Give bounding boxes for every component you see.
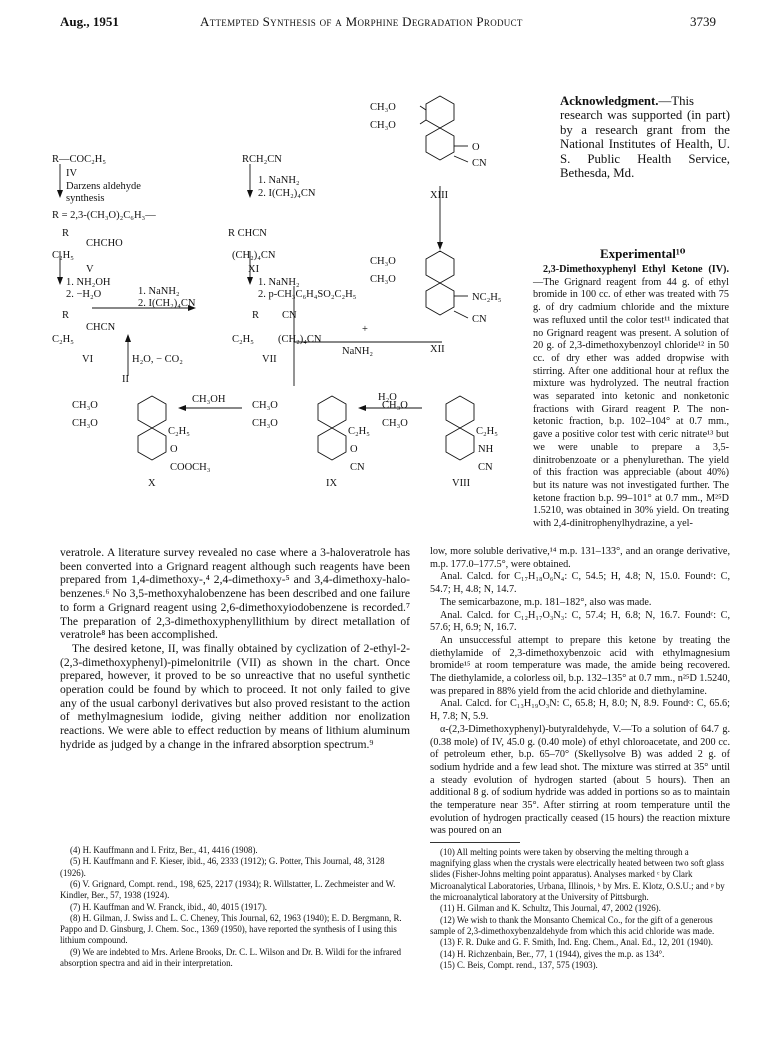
scheme-text: CN (282, 310, 297, 321)
footnote: (13) F. R. Duke and G. F. Smith, Ind. Eng. Chem., Anal. Ed., 12, 201 (1940). (440, 937, 713, 948)
scheme-text: CH₃O (370, 102, 396, 113)
scheme-text: CN (478, 462, 493, 473)
scheme-text: O (472, 142, 480, 153)
scheme-text: X (148, 478, 156, 489)
scheme-text: R (62, 310, 70, 321)
right-p6: α-(2,3-Dimethoxyphenyl)-butyraldehyde, V.—To a solution of 64.7 g. (0.38 mole) of IV, 45.0 g. (0.40 mole) of ethyl chloroacetate, and 200 cc. of petroleum ether, b.p. 65–70° (Skellysolve B) was added 2 g. of sodium hydride and a few lead shot. The mixture was stirred at 35° until a steady evolution of hydrogen started (about 5 hours). Then an additional 8 g. of sodium hydride was added in portions so as to maintain the temperature near 35°. After stirring at room temperature until the evolution of hydrogen practically ceased (15 hours) the reaction mixture was poured on an (430, 723, 730, 837)
scheme-text: CH₃O (72, 400, 98, 411)
scheme-text: NH (478, 444, 494, 455)
scheme-text: V (86, 264, 94, 275)
right-column (430, 546, 730, 838)
scheme-text: H₂O (378, 392, 397, 403)
footnote: (8) H. Gilman, J. Swiss and L. C. Cheney, This Journal, 62, 1963 (1940); E. D. Bergmann, R. Pappo and D. Ginsburg, J. Chem. Soc., 1369 (1950), have reported the synthesis of I using this lithium compound. (60, 912, 402, 946)
scheme-text: NaNH₂ (342, 346, 374, 357)
footnote: (4) H. Kauffmann and I. Fritz, Ber., 41, 4416 (1908). (70, 845, 258, 855)
label-IV-formula: R—COC₂H₅ (52, 154, 106, 165)
right-p3: Anal. Calcd. for C₁₂H₁₇O₃N₃: C, 57.4; H, 6.8; N, 16.7. Foundᶜ: C, 57.6; H, 6.9; N, 16.7. (430, 609, 730, 634)
scheme-text: CH₃O (252, 400, 278, 411)
scheme-text: H₂O, − CO₂ (132, 354, 183, 365)
scheme-text: VI (82, 354, 94, 365)
scheme-text: (CH₂)₄CN (278, 334, 322, 345)
footnotes-left (60, 845, 410, 969)
scheme-text: 2. −H₂O (66, 289, 102, 300)
scheme-text: 1. NH₂OH (66, 277, 111, 288)
scheme-text: CH₃O (252, 418, 278, 429)
scheme-text: XIII (430, 190, 449, 201)
exp-subhead: 2,3-Dimethoxyphenyl Ethyl Ketone (IV). (543, 264, 729, 275)
left-column (60, 546, 410, 752)
exp-p1: —The Grignard reagent from 44 g. of ethyl bromide in 100 cc. of ether was treated with 75 g. of dry cadmium chloride and the mixture was refluxed until the color test¹¹ indicated that no Grignard reagent was present. A solution of 20 g. of 2,3-dimethoxybenzoyl chloride¹² in 50 cc. of dry ether was added dropwise with stirring. After one additional hour at reflux the mixture was hydrolyzed. The neutral fraction was separated into ketonic and nonketonic fractions with Girard reagent P. The non-ketonic fraction, b.p. 102–104° at 0.7 mm., gave a positive color test with ceric nitrate¹³ but we were unable to prepare a 3,5-dinitrobenzoate or a phenylurethan. The yield of this fraction was appreciable (about 40%) but its nature was not investigated further. The ketone fraction b.p. 99–101° at 0.7 mm., M²⁵D 1.5210, was obtained in 30% yield. On treating with 2,4-dinitrophenylhydrazine, a yel- (533, 276, 729, 530)
scheme-text: NC₂H₅ (472, 292, 502, 303)
footnote: (5) H. Kauffmann and F. Kieser, ibid., 46, 2333 (1912); G. Potter, This Journal, 48, 3128 (1926). (60, 856, 385, 878)
scheme-text: R (252, 310, 260, 321)
scheme-text: CN (350, 462, 365, 473)
scheme-text: 2. p-CH₃C₆H₄SO₂C₂H₅ (258, 289, 357, 300)
scheme-text: 1. NaNH₂ (258, 277, 300, 288)
footnote: (15) C. Beis, Compt. rend., 137, 575 (1903). (440, 959, 598, 970)
scheme-text: R (62, 228, 70, 239)
scheme-text: XI (248, 264, 260, 275)
scheme-text: CH₃O (72, 418, 98, 429)
scheme-text: (CH₂)₄CN (232, 250, 276, 261)
scheme-text: 1. NaNH₂ (258, 175, 300, 186)
footnote: (10) All melting points were taken by observing the melting through a magnifying glass when the crystals were electrically heated between two soft glass slides (Fisher-Johns melting point apparatus). Analyses marked ᶜ by Clark Microanalytical Laboratories, Urbana, Illinois, ᵏ by Mrs. E. Klotz, O.S.U.; and ᵖ by the microanalytical laboratory at the University of Pittsburgh. (430, 847, 725, 902)
right-p0: low, more soluble derivative,¹⁴ m.p. 131–133°, and an orange derivative, m.p. 177.0–177.5°, were obtained. (430, 546, 730, 570)
scheme-text: synthesis (66, 193, 105, 204)
scheme-text: VIII (452, 478, 471, 489)
scheme-text: CN (472, 158, 487, 169)
scheme-text: CH₃O (370, 274, 396, 285)
scheme-text: CH₃O (382, 418, 408, 429)
scheme-text: CN (472, 314, 487, 325)
scheme-text: 2. I(CH₂)₄CN (138, 298, 196, 309)
scheme-text: C₂H₅ (52, 250, 74, 261)
scheme-text: Darzens aldehyde (66, 181, 141, 192)
experimental-top (533, 264, 729, 531)
scheme-text: 1. NaNH₂ (138, 286, 180, 297)
footnote: (12) We wish to thank the Monsanto Chemical Co., for the gift of a generous sample of 2,3-dimethoxybenzaldehyde from which this acid chloride was made. (430, 914, 715, 936)
scheme-text: C₂H₅ (52, 334, 74, 345)
reaction-scheme (52, 86, 532, 546)
acknowledgment (560, 94, 730, 180)
footnote: (14) H. Richzenbain, Ber., 77, 1 (1944), gives the m.p. as 134°. (440, 948, 665, 959)
scheme-text: CH₃OH (192, 394, 226, 405)
ack-text: —This research was supported (in part) by a research grant from the National Institutes of Health, U. S. Public Health Service, Bethesda, Md. (560, 94, 730, 181)
left-p2: The desired ketone, II, was finally obtained by cyclization of 2-ethyl-2-(2,3-dimethoxyphenyl)-pimelonitrile (VII) as shown in the chart. Once prepared, however, it proved to be so unreactive that no useful synthetic operation could be found by which to proceed. It not only failed to give any of the usual carbonyl derivatives but also proved resistant to the action of methylmagnesium iodide, giving neither addition nor enolization reactions. We were able to effect reduction by means of lithium aluminum hydride as judged by a change in the infrared absorption spectrum.⁹ (60, 641, 410, 751)
experimental-heading: Experimental¹⁰ (600, 246, 686, 261)
scheme-text: CH₃O (370, 120, 396, 131)
scheme-text: CH₃O (382, 400, 408, 411)
header-date: Aug., 1951 (60, 14, 119, 29)
scheme-text: O (170, 444, 178, 455)
scheme-text: CHCN (86, 322, 116, 333)
header-page-number: 3739 (690, 14, 716, 29)
scheme-text: VII (262, 354, 277, 365)
footnotes-right (430, 847, 730, 971)
right-p5: Anal. Calcd. for C₁₃H₁₉O₃N: C, 65.8; H, 8.0; N, 8.9. Foundᶜ: C, 65.6; H, 7.8; N, 5.9. (430, 698, 730, 723)
scheme-text: O (350, 444, 358, 455)
right-p4: An unsuccessful attempt to prepare this ketone by treating the diethylamide of 2,3-dimethoxybenzoic acid with ethylmagnesium bromide¹⁵ at room temperature was made, the amide being recovered. The diethylamide, a colorless oil, b.p. 132–135° at 0.7 mm., n²⁵D 1.5240, was prepared in 88% yield from the acid chloride and diethylamine. (430, 634, 730, 697)
scheme-text: CH₃O (370, 256, 396, 267)
scheme-text: RCH₂CN (242, 154, 282, 165)
scheme-text: XII (430, 344, 445, 355)
scheme-text: COOCH₃ (170, 462, 211, 473)
scheme-text: CHCHO (86, 238, 123, 249)
scheme-text: II (122, 374, 129, 385)
ack-title: Acknowledgment. (560, 94, 659, 108)
right-p1: Anal. Calcd. for C₁₇H₁₈O₆N₄: C, 54.5; H, 4.8; N, 15.0. Foundᶜ: C, 54.7; H, 4.8; N, 14.7. (430, 571, 730, 596)
label-IV: IV (66, 168, 78, 179)
left-p1: veratrole. A literature survey revealed no case where a 3-haloveratrole has been converted into a Grignard reagent although such reagents have been prepared from 1,4-dimethoxy-,⁴ 2,4-dimethoxy-⁵ and 3,4-dimethoxy-halo-benzenes.⁶ No 3,5-methoxyhalobenzene has been described and one failure to form a Grignard reagent using 2,6-dimethoxyiodobenzene is recorded.⁷ The preparation of 2,3-dimethoxyphenyllithium by direct metallation of veratrole⁸ has been accomplished. (60, 546, 410, 642)
scheme-text: C₂H₅ (348, 426, 370, 437)
footnote: (9) We are indebted to Mrs. Arlene Brooks, Dr. C. L. Wilson and Dr. B. Wildi for the infrared absorption spectra and aid in their interpretation. (60, 946, 402, 968)
scheme-text: C₂H₅ (168, 426, 190, 437)
scheme-text: R = 2,3-(CH₃O)₂C₆H₃— (52, 210, 156, 221)
scheme-text: + (362, 324, 368, 335)
scheme-text: IX (326, 478, 338, 489)
footnote: (7) H. Kauffman and W. Franck, ibid., 40, 4015 (1917). (70, 901, 268, 912)
footnote: (11) H. Gilman and K. Schultz, This Journal, 47, 2002 (1926). (440, 903, 661, 914)
scheme-text: R CHCN (228, 228, 267, 239)
scheme-text: C₂H₅ (232, 334, 254, 345)
right-p2: The semicarbazone, m.p. 181–182°, also was made. (440, 596, 652, 608)
scheme-text: C₂H₅ (476, 426, 498, 437)
scheme-text: 2. I(CH₂)₄CN (258, 188, 316, 199)
footnote-rule (430, 842, 520, 843)
header-title: Attempted Synthesis of a Morphine Degradation Product (200, 14, 523, 29)
footnote: (6) V. Grignard, Compt. rend., 198, 625, 2217 (1934); R. Willstatter, L. Zechmeister and W. Kindler, Ber., 57, 1938 (1924). (60, 878, 396, 901)
